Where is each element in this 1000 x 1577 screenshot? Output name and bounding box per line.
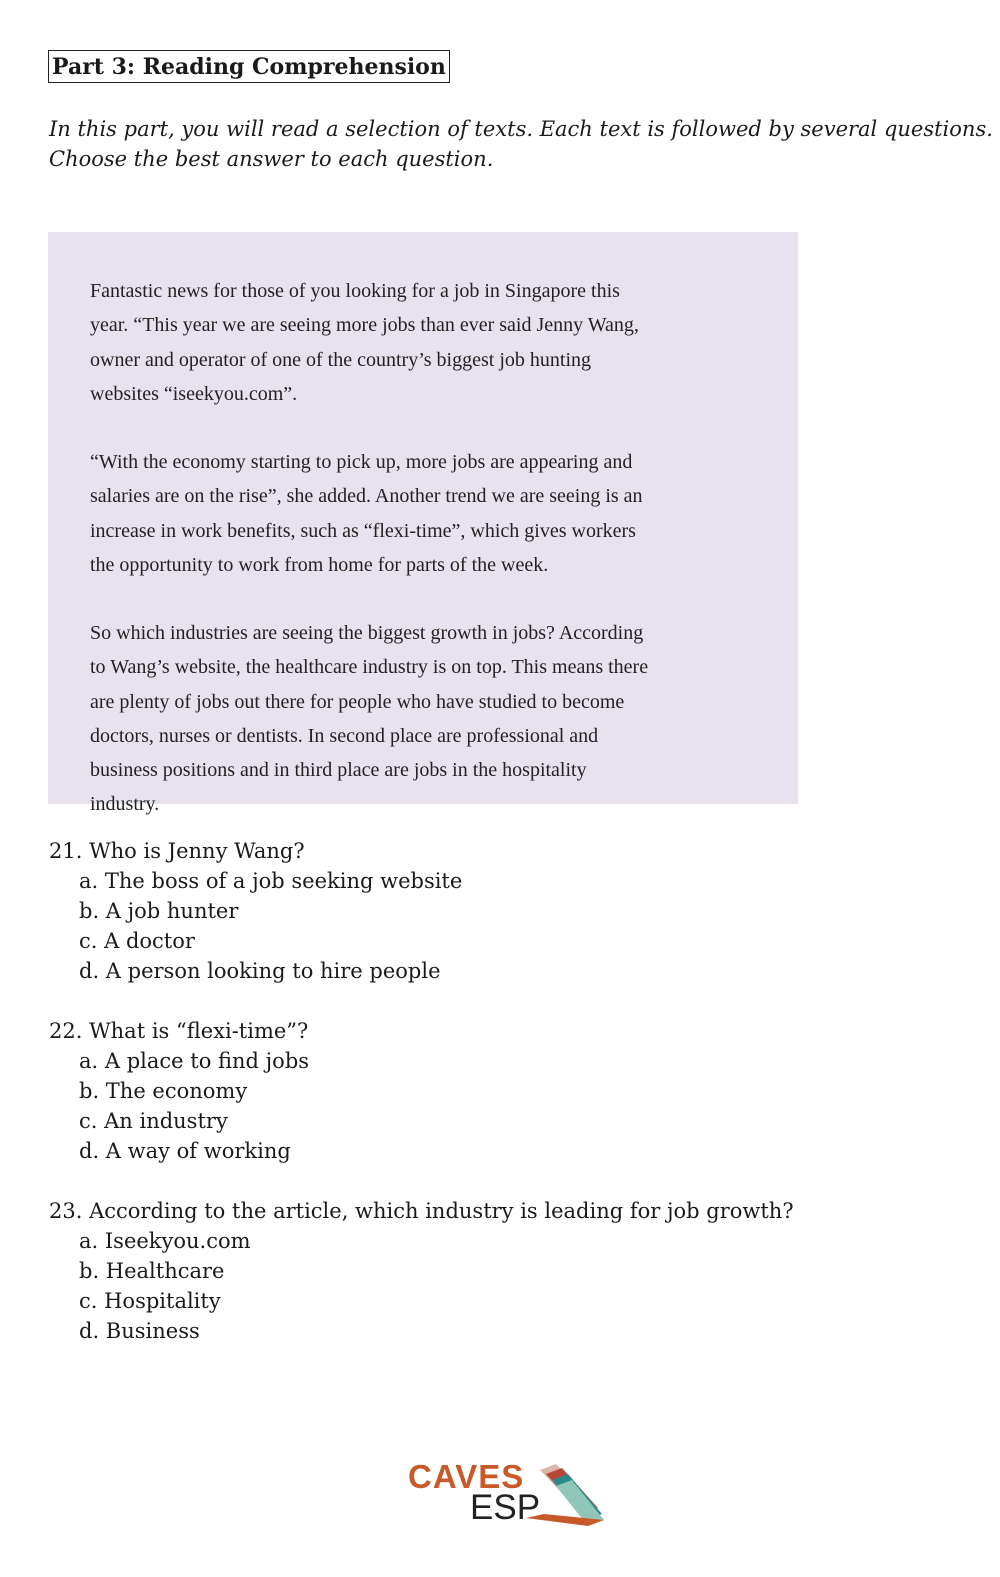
answer-option: b. A job hunter: [79, 899, 239, 923]
passage-line: Fantastic news for those of you looking for a job in Singapore this: [90, 280, 620, 303]
instructions-line: Choose the best answer to each question.: [49, 147, 494, 171]
answer-option: d. A way of working: [79, 1139, 291, 1163]
passage-line: websites “iseekyou.com”.: [90, 382, 298, 405]
answer-option: b. The economy: [79, 1079, 248, 1103]
question-text: 21. Who is Jenny Wang?: [49, 839, 305, 863]
passage-line: salaries are on the rise”, she added. Another trend we are seeing is an: [90, 485, 643, 508]
instructions-line: In this part, you will read a selection of texts. Each text is followed by several questions.: [49, 117, 993, 141]
question-list: [49, 836, 794, 1376]
passage-line: to Wang’s website, the healthcare industry is on top. This means there: [90, 656, 649, 679]
logo-caves-text: CAVES: [408, 1458, 525, 1495]
logo-esp-text: ESP: [470, 1488, 541, 1527]
answer-option: d. A person looking to hire people: [79, 959, 441, 983]
reading-passage: [48, 232, 798, 816]
passage-line: industry.: [90, 793, 160, 816]
passage-line: the opportunity to work from home for parts of the week.: [90, 553, 549, 576]
question-text: 22. What is “flexi-time”?: [49, 1019, 309, 1043]
question-text: 23. According to the article, which industry is leading for job growth?: [49, 1199, 794, 1223]
answer-option: d. Business: [79, 1319, 200, 1343]
question-21: [49, 836, 794, 986]
passage-line: business positions and in third place are jobs in the hospitality: [90, 759, 587, 781]
question-23: [49, 1196, 794, 1346]
answer-option: a. Iseekyou.com: [79, 1229, 251, 1253]
passage-line: “With the economy starting to pick up, more jobs are appearing and: [90, 451, 633, 474]
answer-option: c. An industry: [79, 1109, 228, 1133]
answer-option: a. The boss of a job seeking website: [79, 869, 463, 893]
passage-line: increase in work benefits, such as “flexi-time”, which gives workers: [90, 519, 636, 542]
instructions: [49, 114, 993, 174]
question-22: [49, 1016, 794, 1166]
book-pages-icon: [526, 1460, 606, 1530]
caves-esp-logo: [408, 1458, 608, 1533]
passage-line: year. “This year we are seeing more jobs than ever said Jenny Wang,: [90, 314, 639, 337]
part-title: Part 3: Reading Comprehension: [48, 50, 450, 83]
answer-option: b. Healthcare: [79, 1259, 225, 1283]
answer-option: a. A place to find jobs: [79, 1049, 310, 1073]
passage-line: So which industries are seeing the biggest growth in jobs? According: [90, 622, 644, 645]
passage-line: are plenty of jobs out there for people who have studied to become: [90, 690, 625, 713]
passage-line: owner and operator of one of the country’s biggest job hunting: [90, 348, 591, 371]
passage-line: doctors, nurses or dentists. In second place are professional and: [90, 724, 599, 747]
answer-option: c. A doctor: [79, 929, 195, 953]
answer-option: c. Hospitality: [79, 1289, 221, 1313]
